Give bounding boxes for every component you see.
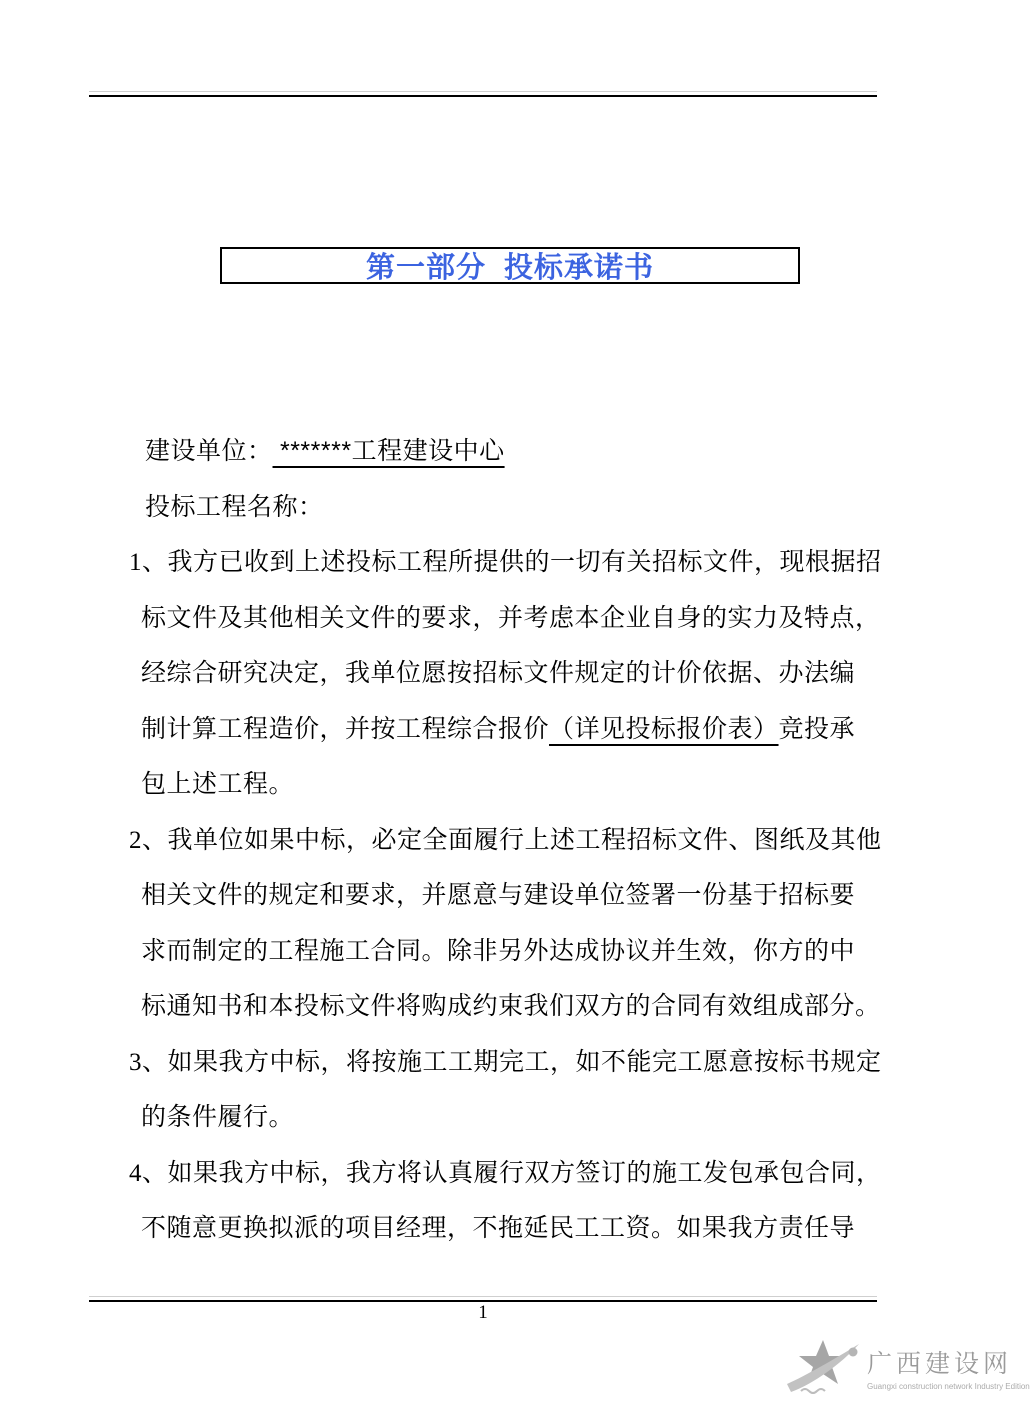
document-body	[0, 424, 992, 1257]
section-title: 第一部分 投标承诺书	[365, 252, 655, 284]
body-text: 如果我方中标，将按施工工期完工，如不能完工愿意按标书规定	[167, 1047, 882, 1076]
owner-field	[0, 424, 992, 480]
paragraph-line	[141, 702, 992, 758]
paragraph-line	[129, 1146, 992, 1202]
body-text: 如果我方中标，我方将认真履行双方签订的施工发包承包合同，	[167, 1158, 882, 1187]
body-text: 我单位如果中标，必定全面履行上述工程招标文件、图纸及其他	[167, 825, 882, 854]
paragraph-line	[129, 1035, 992, 1091]
logo-text	[867, 1344, 1030, 1391]
page-number: 1	[478, 1302, 488, 1323]
body-text: 标通知书和本投标文件将购成约束我们双方的合同有效组成部分。	[141, 992, 881, 1020]
paragraph-number: 1、	[129, 549, 168, 576]
body-text: 我方已收到上述投标工程所提供的一切有关招标文件，现根据招	[167, 548, 882, 576]
paragraph-line	[129, 535, 992, 591]
header-rule	[89, 95, 877, 97]
underlined-text: （详见投标报价表）	[549, 714, 779, 743]
project-field	[0, 480, 992, 536]
paragraph-line	[141, 1090, 992, 1146]
project-label: 投标工程名称：	[145, 492, 324, 521]
paragraph-line	[141, 757, 992, 813]
body-text: 不随意更换拟派的项目经理，不拖延民工工资。如果我方责任导	[141, 1214, 856, 1242]
paragraph-number: 4、	[129, 1159, 168, 1187]
paragraph-line	[141, 924, 992, 980]
paragraph-line	[129, 813, 992, 869]
body-text: 经综合研究决定，我单位愿按招标文件规定的计价依据、办法编	[141, 659, 856, 687]
body-text: 相关文件的规定和要求，并愿意与建设单位签署一份基于招标要	[141, 881, 856, 909]
paragraph-number: 2、	[129, 826, 168, 854]
body-text: 包上述工程。	[141, 770, 295, 798]
body-text: 竞投承	[778, 714, 856, 743]
body-text: 的条件履行。	[141, 1103, 295, 1131]
section-title-box	[220, 247, 800, 284]
body-text: 制计算工程造价，并按工程综合报价	[141, 714, 550, 743]
body-text: 求而制定的工程施工合同。除非另外达成协议并生效，你方的中	[141, 936, 856, 965]
logo	[783, 1336, 1030, 1398]
paragraph-list	[0, 535, 992, 1257]
paragraph-line	[141, 1201, 992, 1257]
logo-tagline: Guangxi construction network Industry Edition	[867, 1381, 1030, 1391]
logo-star-icon	[783, 1336, 863, 1398]
logo-name: 广西建设网	[867, 1349, 1013, 1378]
paragraph-line	[141, 591, 992, 647]
paragraph-number: 3、	[129, 1048, 168, 1076]
owner-value: *******工程建设中心	[272, 437, 505, 465]
paragraph-line	[141, 868, 992, 924]
owner-label: 建设单位：	[145, 437, 273, 465]
paragraph-line	[141, 646, 992, 702]
paragraph-line	[141, 979, 992, 1035]
body-text: 标文件及其他相关文件的要求，并考虑本企业自身的实力及特点，	[141, 603, 881, 632]
